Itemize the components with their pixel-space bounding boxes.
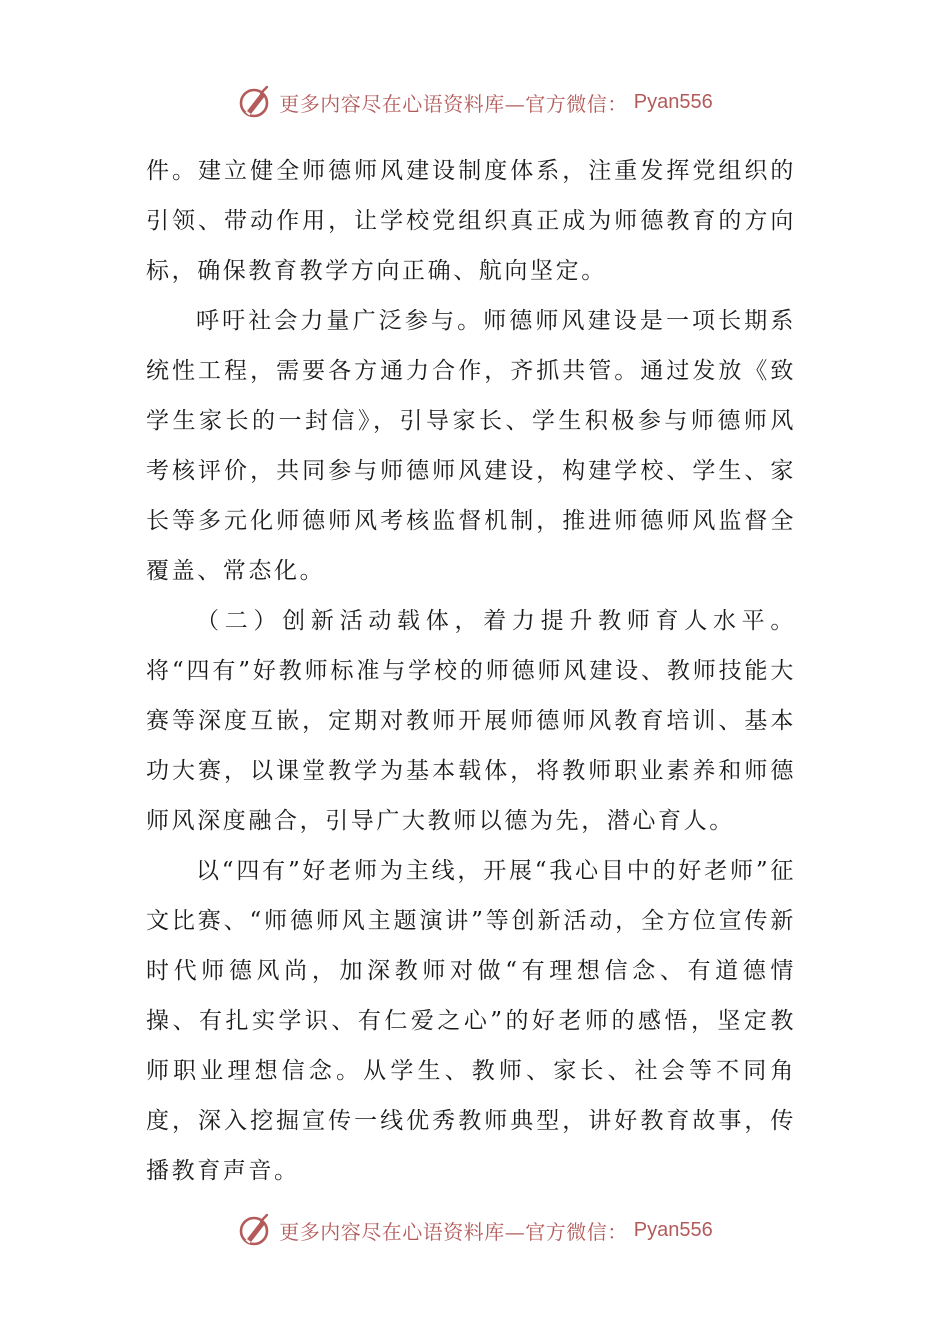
banner-text: 更多内容尽在心语资料库—官方微信： <box>279 1219 628 1244</box>
header-banner <box>0 82 950 122</box>
wechat-id: Pyan556 <box>633 1218 713 1241</box>
document-body <box>146 146 796 1196</box>
pen-logo-icon <box>237 1212 273 1248</box>
pen-logo-icon <box>237 84 273 120</box>
paragraph-2: 呼吁社会力量广泛参与。师德师风建设是一项长期系统性工程，需要各方通力合作，齐抓共管。通过发放《致学生家长的一封信》，引导家长、学生积极参与师德师风考核评价，共同参与师德师风建设，构建学校、学生、家长等多元化师德师风考核监督机制，推进师德师风监督全覆盖、常态化。 <box>146 308 796 584</box>
paragraph-1: 件。建立健全师德师风建设制度体系，注重发挥党组织的引领、带动作用，让学校党组织真正成为师德教育的方向标，确保教育教学方向正确、航向坚定。 <box>146 158 796 284</box>
wechat-id: Pyan556 <box>633 90 713 113</box>
paragraph-3: （二）创新活动载体，着力提升教师育人水平。将“四有”好教师标准与学校的师德师风建设、教师技能大赛等深度互嵌，定期对教师开展师德师风教育培训、基本功大赛，以课堂教学为基本载体，将教师职业素养和师德师风深度融合，引导广大教师以德为先，潜心育人。 <box>146 608 796 834</box>
paragraph-4: 以“四有”好老师为主线，开展“我心目中的好老师”征文比赛、“师德师风主题演讲”等创新活动，全方位宣传新时代师德风尚，加深教师对做“有理想信念、有道德情操、有扎实学识、有仁爱之心”的好老师的感悟，坚定教师职业理想信念。从学生、教师、家长、社会等不同角度，深入挖掘宣传一线优秀教师典型，讲好教育故事，传播教育声音。 <box>146 858 796 1184</box>
banner-text: 更多内容尽在心语资料库—官方微信： <box>279 91 628 116</box>
footer-banner <box>0 1210 950 1250</box>
